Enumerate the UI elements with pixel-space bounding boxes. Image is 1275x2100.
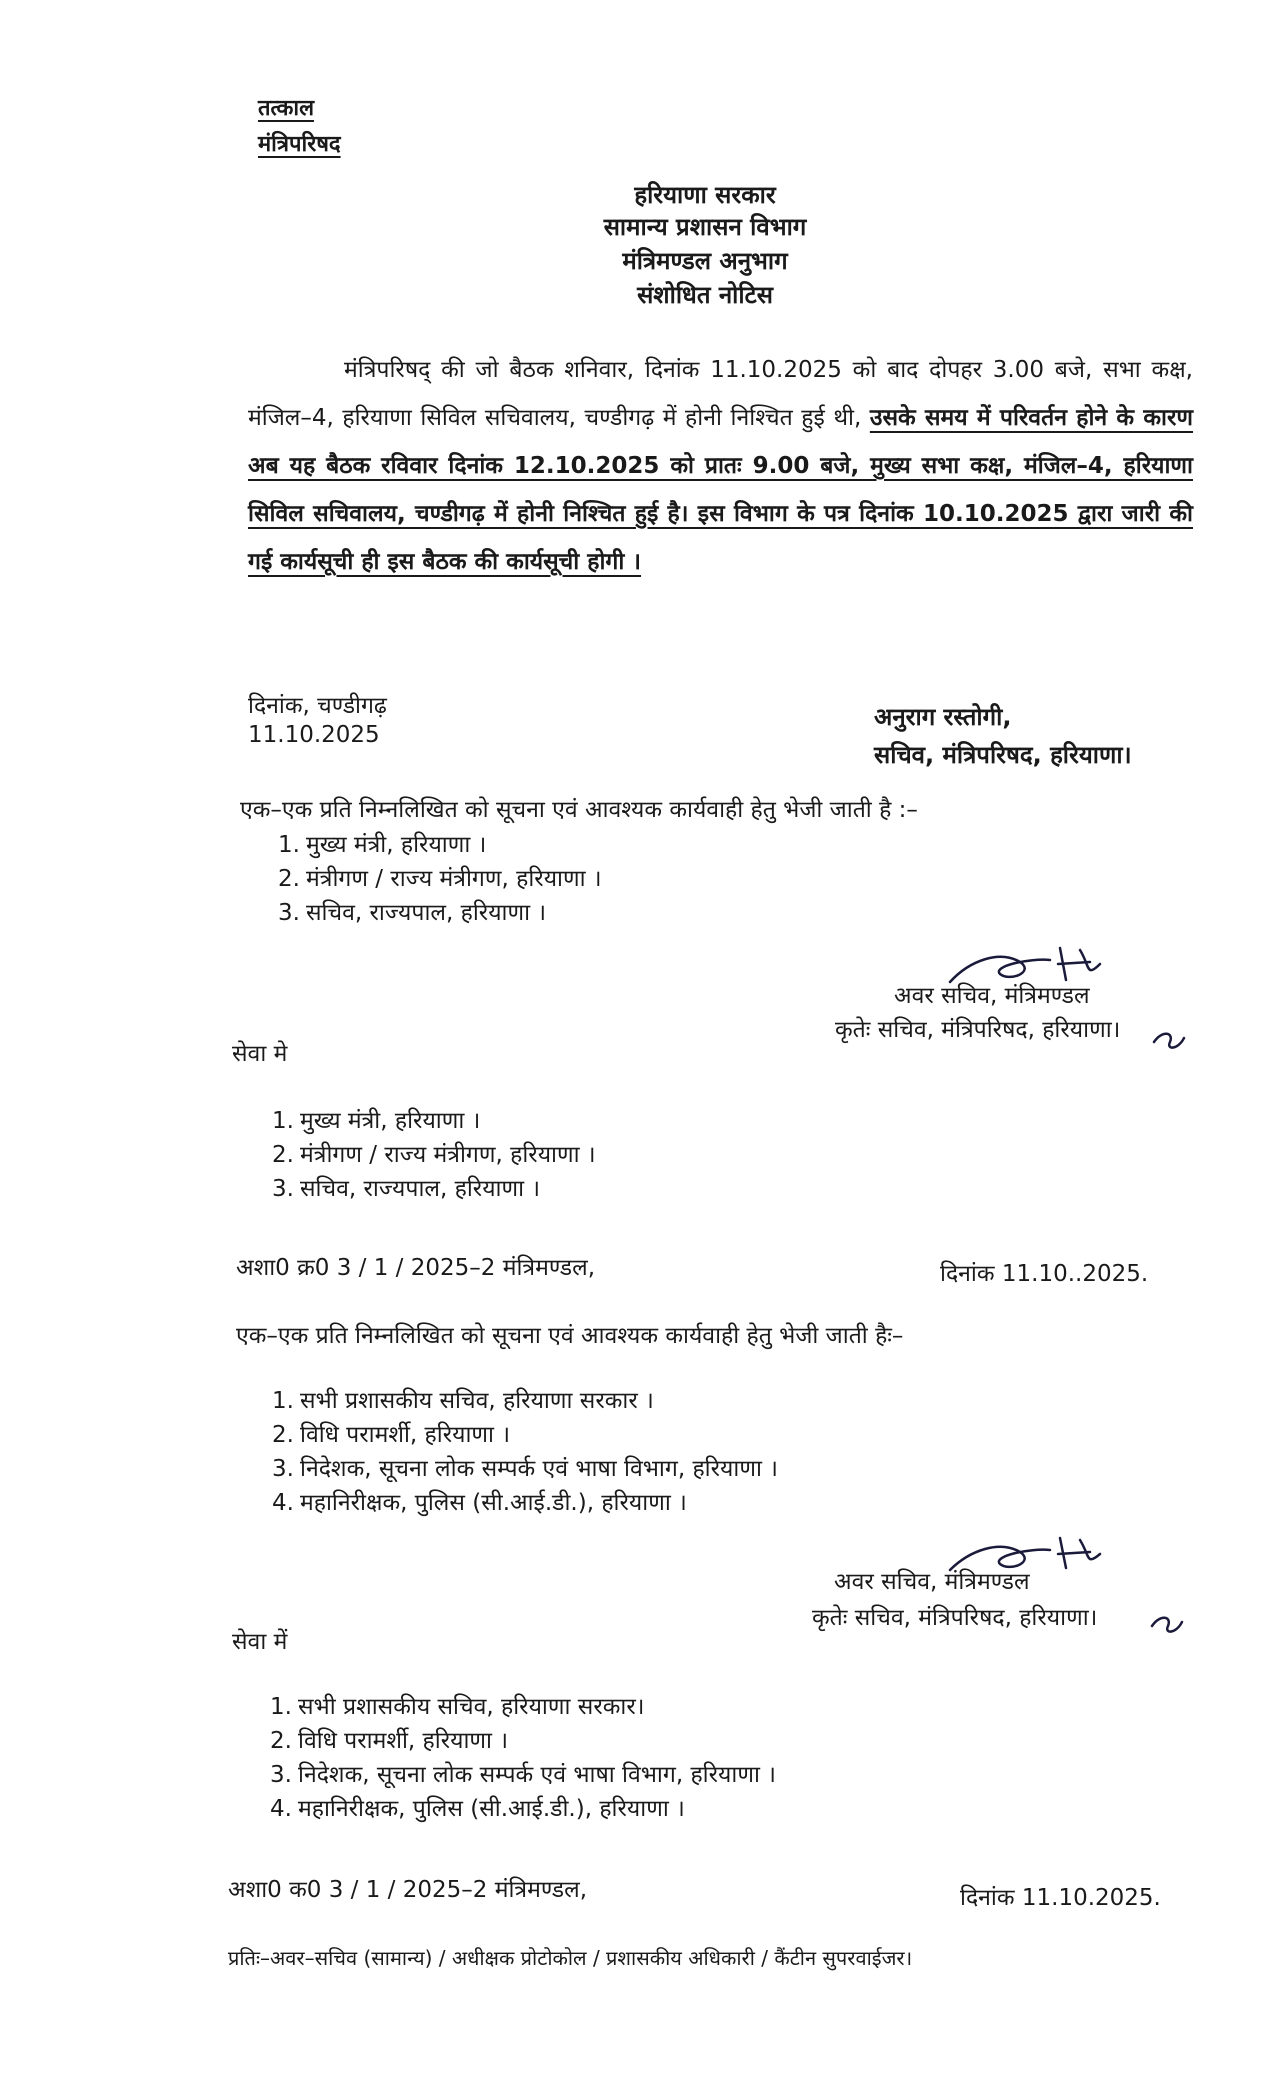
list-item: 2. विधि परामर्शी, हरियाणा । xyxy=(272,1422,511,1448)
copy1-ref: अशा0 क्र0 3 / 1 / 2025–2 मंत्रिमण्डल, xyxy=(236,1255,596,1281)
copy2-ref: अशा0 क0 3 / 1 / 2025–2 मंत्रिमण्डल, xyxy=(228,1877,588,1903)
dept-heading: सामान्य प्रशासन विभाग xyxy=(603,213,807,241)
copy2-ref-date: दिनांक 11.10.2025. xyxy=(960,1885,1161,1911)
body-bold-text: उसके समय में परिवर्तन होने के कारण अब यह बैठक रविवार दिनांक 12.10.2025 को प्रातः 9.00 बजे, मुख्य सभा कक्ष, मंजिल–4, हरियाणा सिविल सचिवालय, चण्डीगढ़ में होनी निश्चित हुई है। इस विभाग के पत्र दिनांक 10.10.2025 द्वारा जारी की गई कार्यसूची ही इस बैठक की कार्यसूची होगी । xyxy=(248,405,1194,575)
list-item: 1. मुख्य मंत्री, हरियाणा । xyxy=(272,1108,481,1134)
list-item: 3. सचिव, राज्यपाल, हरियाणा । xyxy=(272,1176,541,1202)
copy1-sign-role: अवर सचिव, मंत्रिमण्डल xyxy=(894,983,1090,1009)
place-label: दिनांक, चण्डीगढ़ xyxy=(248,693,387,719)
notice-body xyxy=(248,346,1193,586)
gov-heading: हरियाणा सरकार xyxy=(634,181,776,209)
place-date: 11.10.2025 xyxy=(248,722,380,748)
copy2-sign-for: कृतेः सचिव, मंत्रिपरिषद, हरियाणा। xyxy=(812,1605,1098,1631)
council-label: मंत्रिपरिषद xyxy=(258,132,341,157)
list-item: 4. महानिरीक्षक, पुलिस (सी.आई.डी.), हरियाणा । xyxy=(272,1490,687,1516)
list-item: 2. मंत्रीगण / राज्य मंत्रीगण, हरियाणा । xyxy=(272,1142,596,1168)
list-item: 3. निदेशक, सूचना लोक सम्पर्क एवं भाषा विभाग, हरियाणा । xyxy=(272,1456,778,1482)
copy2-intro: एक–एक प्रति निम्नलिखित को सूचना एवं आवश्यक कार्यवाही हेतु भेजी जाती हैः– xyxy=(236,1323,904,1349)
initial-mark-1 xyxy=(1150,1020,1190,1060)
list-item: 2. विधि परामर्शी, हरियाणा । xyxy=(270,1728,509,1754)
copy1-list xyxy=(278,828,602,930)
copy1-seva: सेवा मे xyxy=(232,1041,288,1067)
body-normal-text: मंत्रिपरिषद् की जो बैठक शनिवार, दिनांक 11.10.2025 को बाद दोपहर 3.00 बजे, सभा कक्ष, मंजिल–4, हरियाणा सिविल सचिवालय, चण्डीगढ़ में होनी निश्चित हुई थी, xyxy=(248,357,1193,431)
initial-mark-2 xyxy=(1148,1604,1188,1644)
list-item: 3. निदेशक, सूचना लोक सम्पर्क एवं भाषा विभाग, हरियाणा । xyxy=(270,1762,776,1788)
copy1-sign-for: कृतेः सचिव, मंत्रिपरिषद, हरियाणा। xyxy=(835,1017,1121,1043)
copy2-sign-role: अवर सचिव, मंत्रिमण्डल xyxy=(834,1569,1030,1595)
copy2-seva-list xyxy=(270,1690,776,1826)
section-heading: मंत्रिमण्डल अनुभाग xyxy=(622,247,788,275)
list-item: 1. मुख्य मंत्री, हरियाणा । xyxy=(278,832,487,858)
list-item: 2. मंत्रीगण / राज्य मंत्रीगण, हरियाणा । xyxy=(278,866,602,892)
list-item: 4. महानिरीक्षक, पुलिस (सी.आई.डी.), हरियाणा । xyxy=(270,1796,685,1822)
signatory-title: सचिव, मंत्रिपरिषद, हरियाणा। xyxy=(874,741,1132,769)
urgent-label: तत्काल xyxy=(258,96,314,121)
list-item: 1. सभी प्रशासकीय सचिव, हरियाणा सरकार । xyxy=(272,1388,654,1414)
signatory-name: अनुराग रस्तोगी, xyxy=(874,703,1012,731)
copy1-seva-list xyxy=(272,1104,596,1206)
footer-copy-line: प्रतिः–अवर–सचिव (सामान्य) / अधीक्षक प्रोटोकोल / प्रशासकीय अधिकारी / कैंटीन सुपरवाईजर। xyxy=(228,1946,913,1970)
copy2-list xyxy=(272,1384,778,1520)
copy1-intro: एक–एक प्रति निम्नलिखित को सूचना एवं आवश्यक कार्यवाही हेतु भेजी जाती है :– xyxy=(240,797,918,823)
list-item: 3. सचिव, राज्यपाल, हरियाणा । xyxy=(278,900,547,926)
notice-heading: संशोधित नोटिस xyxy=(637,281,773,309)
list-item: 1. सभी प्रशासकीय सचिव, हरियाणा सरकार। xyxy=(270,1694,645,1720)
copy1-ref-date: दिनांक 11.10..2025. xyxy=(940,1261,1149,1287)
copy2-seva: सेवा में xyxy=(232,1629,288,1655)
